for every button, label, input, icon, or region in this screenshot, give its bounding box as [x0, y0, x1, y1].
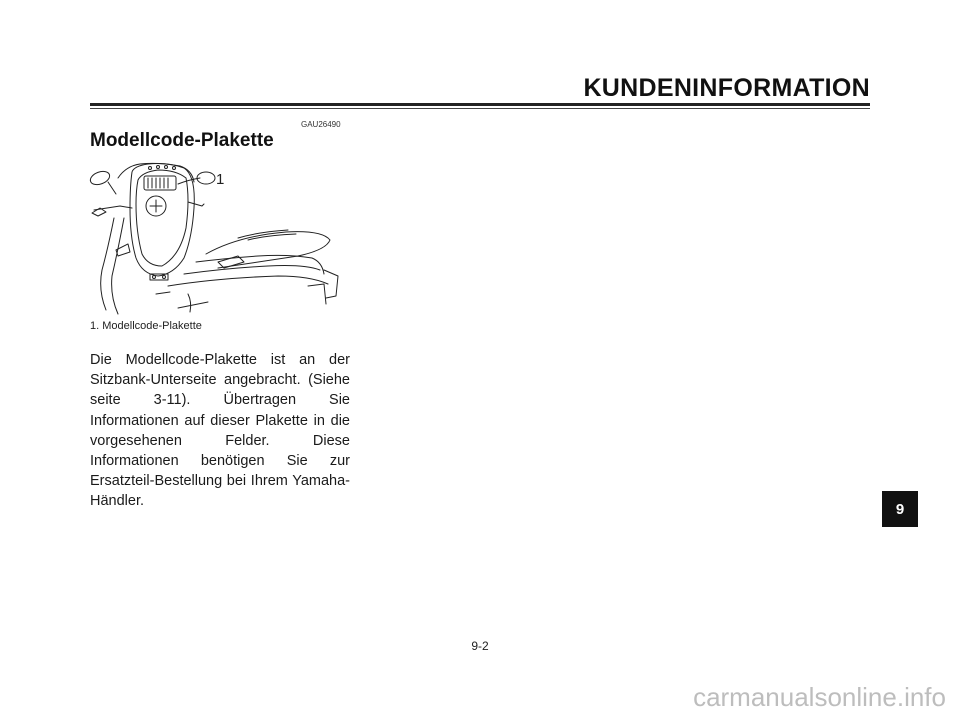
page-header-title: KUNDENINFORMATION [583, 74, 870, 102]
chapter-tab: 9 [882, 491, 918, 527]
section-heading: Modellcode-Plakette [90, 130, 274, 151]
watermark: carmanualsonline.info [693, 682, 946, 712]
scooter-illustration [88, 158, 343, 318]
section-code: GAU26490 [301, 120, 341, 129]
body-paragraph: Die Modellcode-Plakette ist an der Sitzbank-Unterseite angebracht. (Siehe seite 3-11). Übertragen Sie Informationen auf dieser Plakette in die vorgesehenen Felder. Diese Informationen benötigen Sie zur Ersatzteil-Bestellung bei Ihrem Yamaha-Händler. [90, 352, 350, 510]
header-rule-thick [90, 103, 870, 106]
header-rule-thin [90, 108, 870, 109]
page-number: 9-2 [471, 639, 489, 653]
figure-caption: 1. Modellcode-Plakette [90, 320, 202, 332]
callout-number: 1 [216, 171, 225, 188]
scooter-line-drawing [88, 158, 343, 318]
